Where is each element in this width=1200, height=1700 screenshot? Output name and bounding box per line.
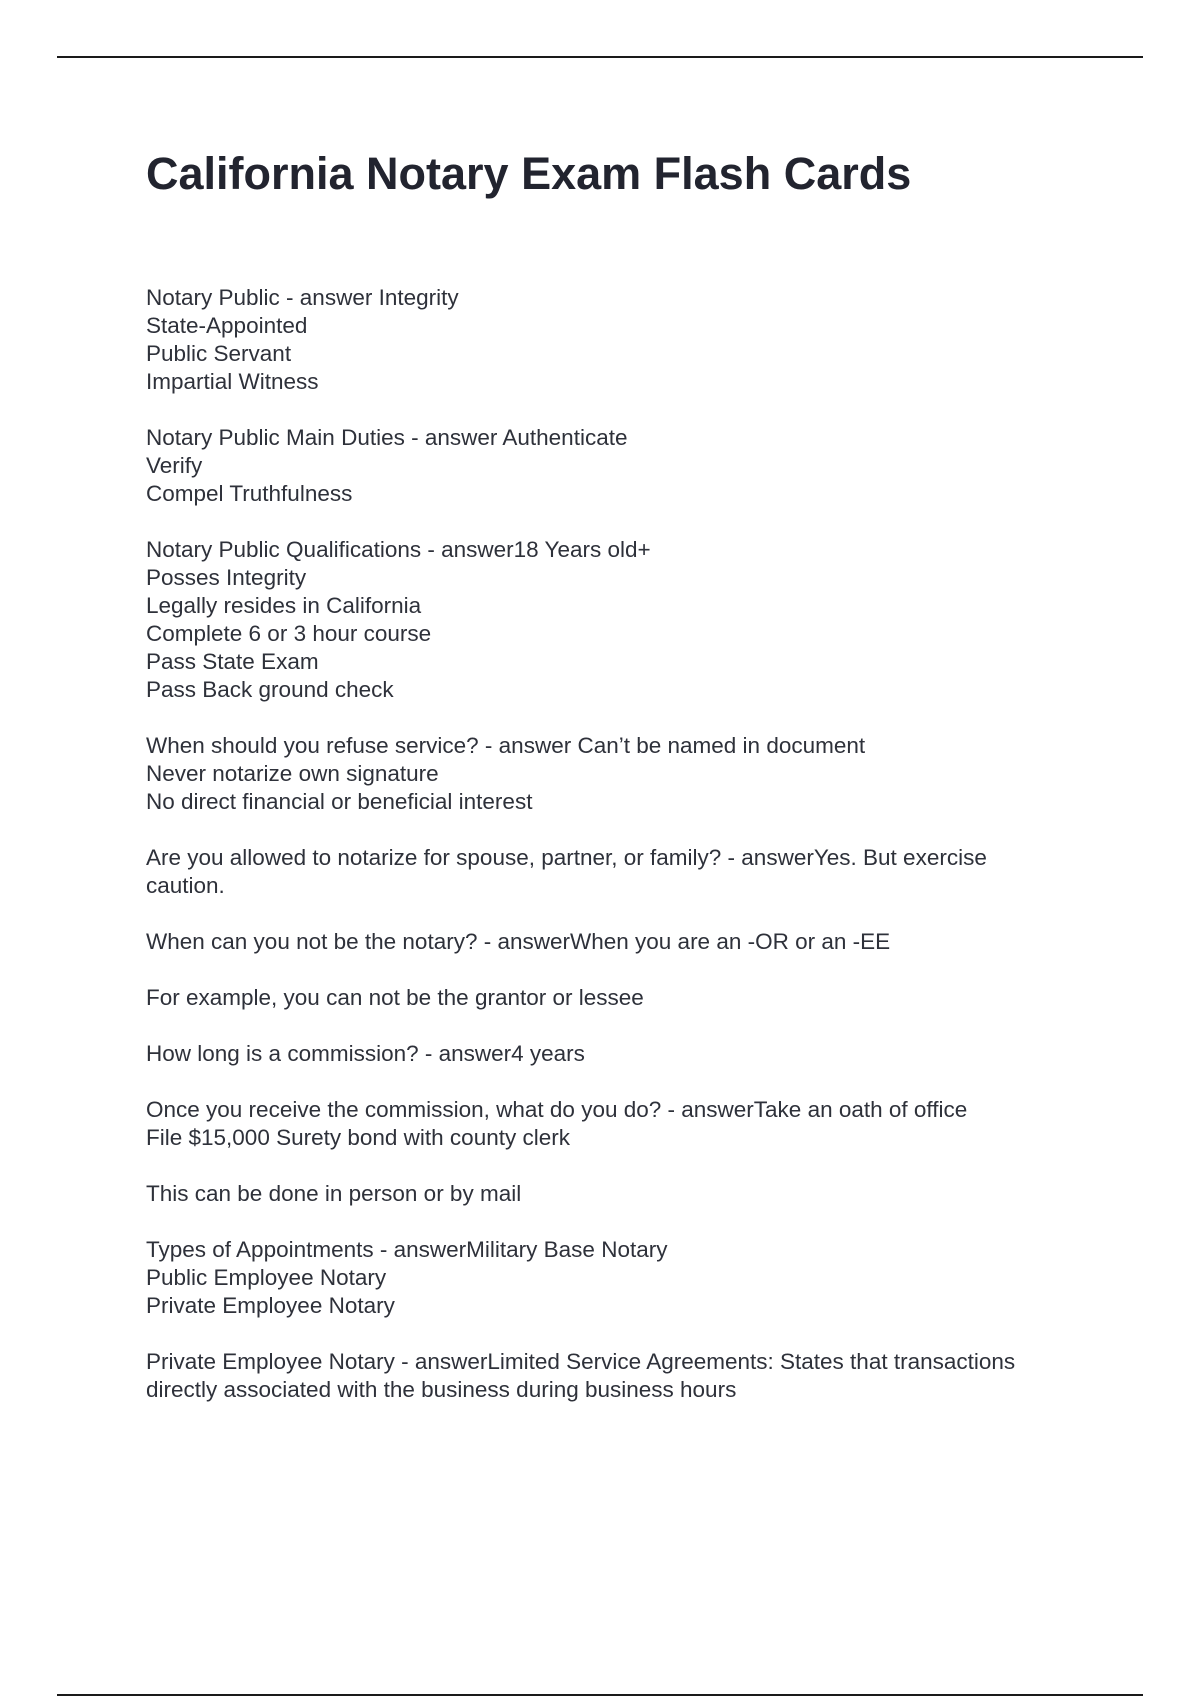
card-line: When can you not be the notary? - answerWhen you are an -OR or an -EE (146, 929, 891, 954)
card-line: Notary Public Qualifications - answer18 Years old+ (146, 537, 651, 562)
card-line: For example, you can not be the grantor or lessee (146, 985, 644, 1010)
card-line: Notary Public - answer Integrity (146, 285, 459, 310)
card-line: Are you allowed to notarize for spouse, partner, or family? - answerYes. But exercise (146, 845, 987, 870)
card-line: directly associated with the business during business hours (146, 1377, 737, 1402)
flash-card (146, 424, 1096, 508)
flash-card (146, 536, 1096, 704)
flash-card (146, 984, 1096, 1012)
flash-card (146, 284, 1096, 396)
top-divider (57, 56, 1143, 58)
card-line: Public Servant (146, 341, 292, 366)
card-line: File $15,000 Surety bond with county clerk (146, 1125, 570, 1150)
flash-card (146, 1180, 1096, 1208)
card-line: Public Employee Notary (146, 1265, 387, 1290)
card-line: Types of Appointments - answerMilitary Base Notary (146, 1237, 668, 1262)
flash-card (146, 1236, 1096, 1320)
flash-card (146, 1096, 1096, 1152)
card-line: Posses Integrity (146, 565, 307, 590)
flash-card (146, 844, 1096, 900)
flash-card (146, 1040, 1096, 1068)
card-line: caution. (146, 873, 225, 898)
page-title: California Notary Exam Flash Cards (146, 148, 912, 199)
card-line: Legally resides in California (146, 593, 422, 618)
card-line: Compel Truthfulness (146, 481, 353, 506)
card-line: State-Appointed (146, 313, 308, 338)
card-line: This can be done in person or by mail (146, 1181, 522, 1206)
card-line: When should you refuse service? - answer Can’t be named in document (146, 733, 866, 758)
card-line: Pass Back ground check (146, 677, 394, 702)
card-line: How long is a commission? - answer4 years (146, 1041, 585, 1066)
card-line: Impartial Witness (146, 369, 319, 394)
card-line: Complete 6 or 3 hour course (146, 621, 432, 646)
card-line: Never notarize own signature (146, 761, 439, 786)
card-line: Pass State Exam (146, 649, 319, 674)
flash-card (146, 1348, 1096, 1404)
card-line: Private Employee Notary - answerLimited Service Agreements: States that transactions (146, 1349, 1016, 1374)
card-line: No direct financial or beneficial interest (146, 789, 533, 814)
card-line: Verify (146, 453, 203, 478)
bottom-divider (57, 1694, 1143, 1696)
flash-card (146, 928, 1096, 956)
flash-card-list (146, 284, 1096, 1432)
flash-card (146, 732, 1096, 816)
card-line: Once you receive the commission, what do you do? - answerTake an oath of office (146, 1097, 968, 1122)
card-line: Private Employee Notary (146, 1293, 395, 1318)
card-line: Notary Public Main Duties - answer Authenticate (146, 425, 628, 450)
